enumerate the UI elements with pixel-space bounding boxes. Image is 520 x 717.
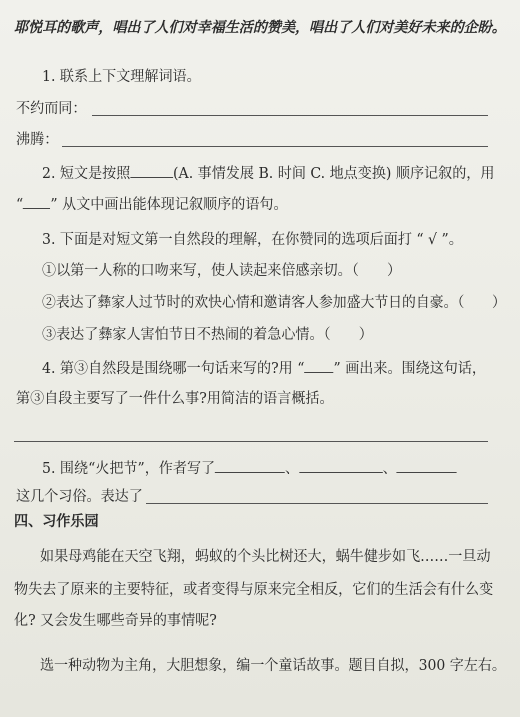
question-4-prefix: 4. 第③自然段是围绕哪一句话来写的?用 “	[42, 361, 305, 377]
prompt-paragraph-line-3: 化? 又会发生哪些奇异的事情呢?	[14, 613, 217, 629]
question-3-option-3[interactable]: ③表达了彝家人害怕节日不热闹的着急心情。（ ）	[42, 327, 373, 343]
separator-2: 、	[382, 461, 397, 477]
answer-line-4[interactable]	[14, 441, 488, 442]
question-4-line-2: 第③自段主要写了一件什么事?用简洁的语言概括。	[16, 391, 334, 407]
answer-line-1b[interactable]	[62, 146, 488, 147]
answer-blank-2b[interactable]	[23, 194, 50, 209]
question-3-option-2[interactable]: ②表达了彝家人过节时的欢快心情和邀请客人参加盛大节日的自豪。（ ）	[42, 295, 506, 311]
question-2-options: (A. 事情发展 B. 时间 C. 地点变换) 顺序记叙的，用	[173, 166, 495, 182]
prompt-paragraph-line-1: 如果母鸡能在天空飞翔，蚂蚁的个头比树还大，蜗牛健步如飞……一旦动	[40, 549, 491, 565]
answer-blank-5c[interactable]	[397, 458, 457, 473]
question-4-suffix: ” 画出来。围绕这句话，	[333, 361, 487, 377]
question-5-line-1	[42, 458, 506, 479]
question-2-suffix: ” 从文中画出能体现记叙顺序的语句。	[50, 197, 288, 213]
question-1: 1. 联系上下文理解词语。	[42, 69, 201, 85]
answer-line-1a[interactable]	[92, 115, 488, 116]
question-2-prefix: 2. 短文是按照	[42, 166, 131, 182]
answer-blank-4[interactable]	[304, 358, 333, 373]
question-1b-label: 沸腾：	[16, 132, 59, 148]
question-2-line-2	[16, 194, 506, 215]
answer-blank-5a[interactable]	[215, 458, 285, 473]
question-5-prefix: 5. 围绕“火把节”，作者写了	[42, 461, 216, 477]
open-quote: “	[16, 197, 24, 213]
separator-1: 、	[285, 461, 300, 477]
question-3-option-1[interactable]: ①以第一人称的口吻来写，使人读起来倍感亲切。（ ）	[42, 263, 402, 279]
prompt-paragraph-line-2: 物失去了原来的主要特征，或者变得与原来完全相反，它们的生活会有什么变	[14, 582, 494, 598]
question-3: 3. 下面是对短文第一自然段的理解，在你赞同的选项后面打 “ √ ”。	[42, 232, 463, 248]
passage-end-line: 耶悦耳的歌声，唱出了人们对幸福生活的赞美，唱出了人们对美好未来的企盼。	[14, 19, 506, 36]
answer-line-5[interactable]	[146, 503, 488, 504]
answer-blank-2a[interactable]	[130, 163, 173, 178]
question-4-line-1	[42, 358, 506, 379]
question-5-line-2: 这几个习俗。表达了	[16, 489, 143, 505]
section-4-heading: 四、习作乐园	[14, 513, 99, 530]
writing-task: 选一种动物为主角，大胆想象，编一个童话故事。题目自拟，300 字左右。	[40, 658, 506, 674]
answer-blank-5b[interactable]	[299, 458, 383, 473]
question-1a-label: 不约而同：	[16, 101, 87, 117]
question-2-line-1	[42, 163, 506, 184]
